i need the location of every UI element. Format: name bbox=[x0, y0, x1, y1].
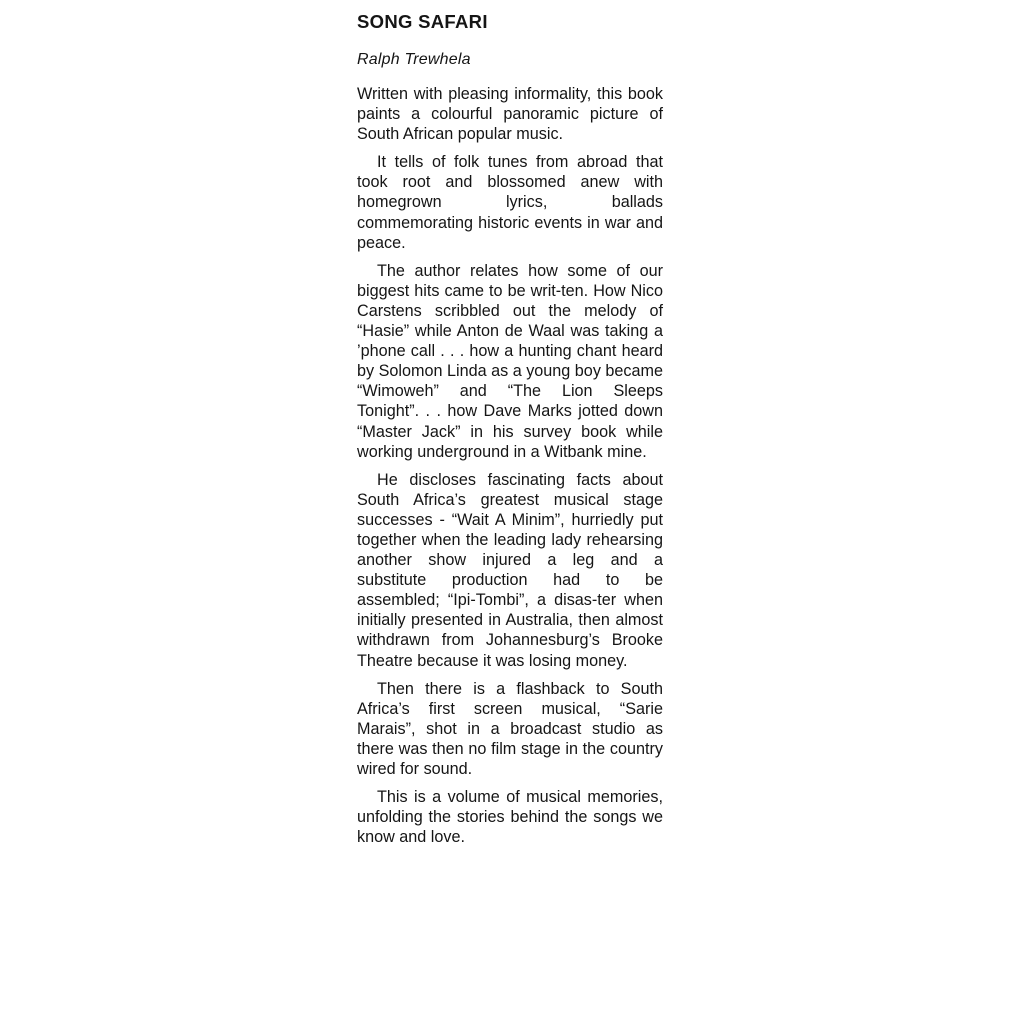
paragraph-folk-tunes: It tells of folk tunes from abroad that took root and blossomed anew with homegrown lyrics, ballads commemorating historic events in war and peace. bbox=[357, 153, 663, 252]
article-author: Ralph Trewhela bbox=[357, 51, 471, 68]
paragraph-stage-successes: He discloses fascinating facts about South Africa’s greatest musical stage successes - “Wait A Minim”, hurriedly put together when the leading lady rehearsing another show injured a leg and a substitute production had to be assembled; “Ipi-Tombi”, a disas-ter when initially presented in Australia, then almost withdrawn from Johannesburg’s Brooke Theatre because it was losing money. bbox=[357, 470, 663, 670]
paragraph-hits: The author relates how some of our biggest hits came to be writ-ten. How Nico Carstens scribbled out the melody of “Hasie” while Anton de Waal was taking a ’phone call . . . how a hunting chant heard by Solomon Linda as a young boy became “Wimoweh” and “The Lion Sleeps Tonight”. . . how Dave Marks jotted down “Master Jack” in his survey book while working underground in a Witbank mine. bbox=[357, 261, 663, 461]
article-column bbox=[357, 10, 663, 855]
article-title: SONG SAFARI bbox=[357, 11, 488, 32]
paragraph-closing: This is a volume of musical memories, unfolding the stories behind the songs we know and love. bbox=[357, 788, 663, 847]
article-body bbox=[357, 84, 663, 847]
paragraph-intro: Written with pleasing informality, this book paints a colourful panoramic picture of South African popular music. bbox=[357, 85, 663, 144]
paragraph-screen-musical: Then there is a flashback to South Africa’s first screen musical, “Sarie Marais”, shot in a broadcast studio as there was then no film stage in the country wired for sound. bbox=[357, 679, 663, 778]
